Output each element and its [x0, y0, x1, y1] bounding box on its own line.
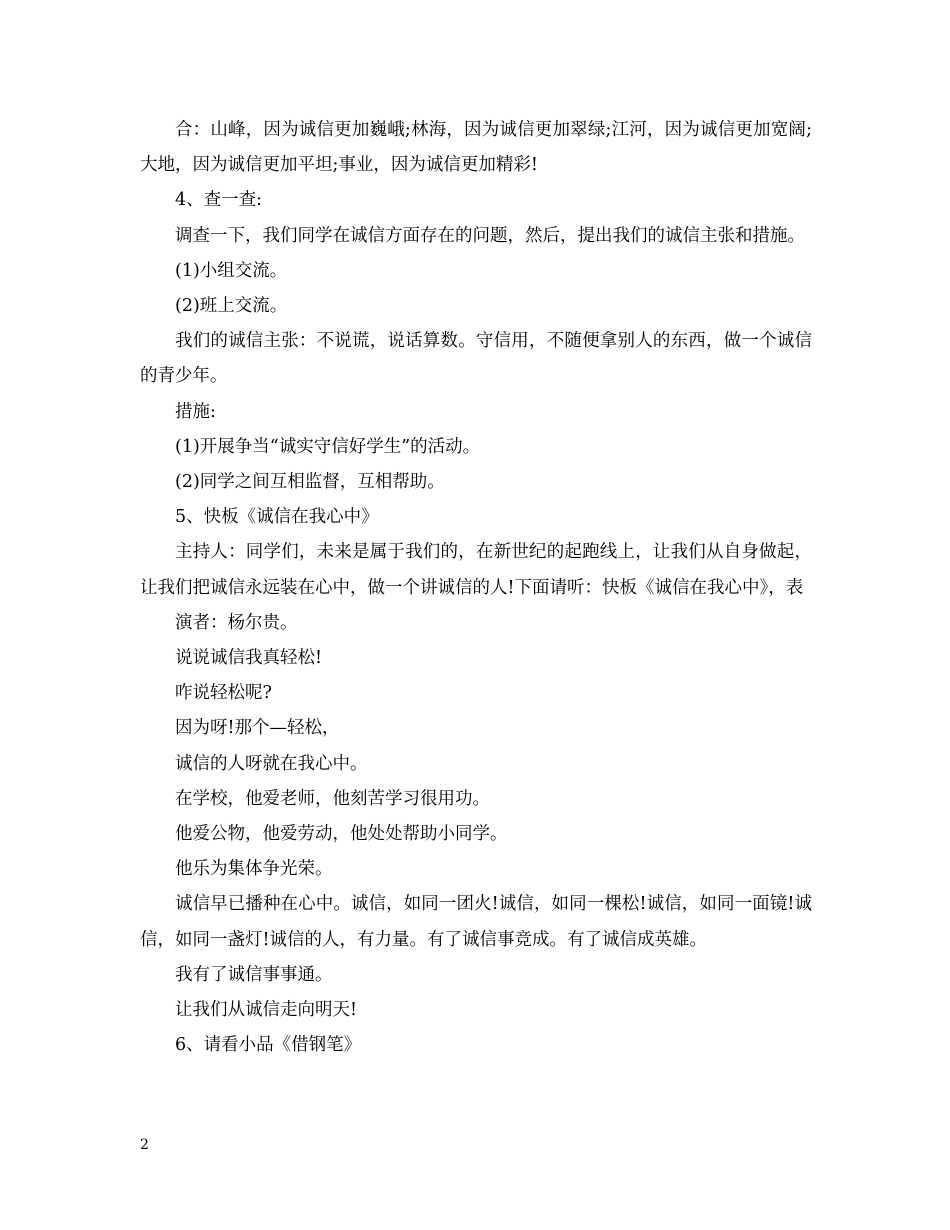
paragraph-host-intro: 主持人：同学们，未来是属于我们的，在新世纪的起跑线上，让我们从自身做起，让我们把诚信永远装在心中，做一个讲诚信的人!下面请听：快板《诚信在我心中》，表 — [140, 542, 812, 598]
verse-line: 咋说轻松呢? — [175, 683, 272, 704]
heading-section-5: 5、快板《诚信在我心中》 — [175, 507, 379, 528]
heading-measures: 措施: — [175, 401, 216, 422]
verse-line: 在学校，他爱老师，他刻苦学习很用功。 — [175, 788, 490, 809]
verse-line: 我有了诚信事事通。 — [175, 964, 333, 985]
verse-line: 他乐为集体争光荣。 — [175, 859, 333, 880]
verse-line: 他爱公物，他爱劳动，他处处帮助小同学。 — [175, 824, 508, 845]
verse-line: 说说诚信我真轻松! — [175, 648, 323, 669]
list-item-group-discussion: (1)小组交流。 — [175, 260, 288, 281]
body-text — [140, 113, 812, 1063]
page-number: 2 — [140, 1137, 149, 1153]
list-item-class-discussion: (2)班上交流。 — [175, 296, 288, 317]
verse-line: 让我们从诚信走向明天! — [175, 1000, 358, 1021]
verse-line: 因为呀!那个—轻松， — [175, 718, 340, 739]
list-item-measure-1: (1)开展争当“诚实守信好学生”的活动。 — [175, 436, 481, 457]
paragraph-survey: 调查一下，我们同学在诚信方面存在的问题，然后，提出我们的诚信主张和措施。 — [175, 225, 805, 246]
paragraph-honesty-metaphors: 诚信早已播种在心中。诚信，如同一团火!诚信，如同一棵松!诚信，如同一面镜!诚信，如同一盏灯!诚信的人，有力量。有了诚信事竞成。有了诚信成英雄。 — [140, 894, 812, 950]
list-item-measure-2: (2)同学之间互相监督，互相帮助。 — [175, 472, 445, 493]
paragraph-honesty-proposal: 我们的诚信主张：不说谎，说话算数。守信用，不随便拿别人的东西，做一个诚信的青少年。 — [140, 331, 812, 387]
verse-line: 诚信的人呀就在我心中。 — [175, 753, 368, 774]
heading-section-6: 6、请看小品《借钢笔》 — [175, 1035, 362, 1056]
heading-section-4: 4、查一查: — [175, 190, 263, 211]
paragraph-performer: 演者：杨尔贵。 — [175, 612, 298, 633]
paragraph-closing-chorus: 合：山峰，因为诚信更加巍峨;林海，因为诚信更加翠绿;江河，因为诚信更加宽阔;大地，因为诚信更加平坦;事业，因为诚信更加精彩! — [140, 120, 812, 176]
